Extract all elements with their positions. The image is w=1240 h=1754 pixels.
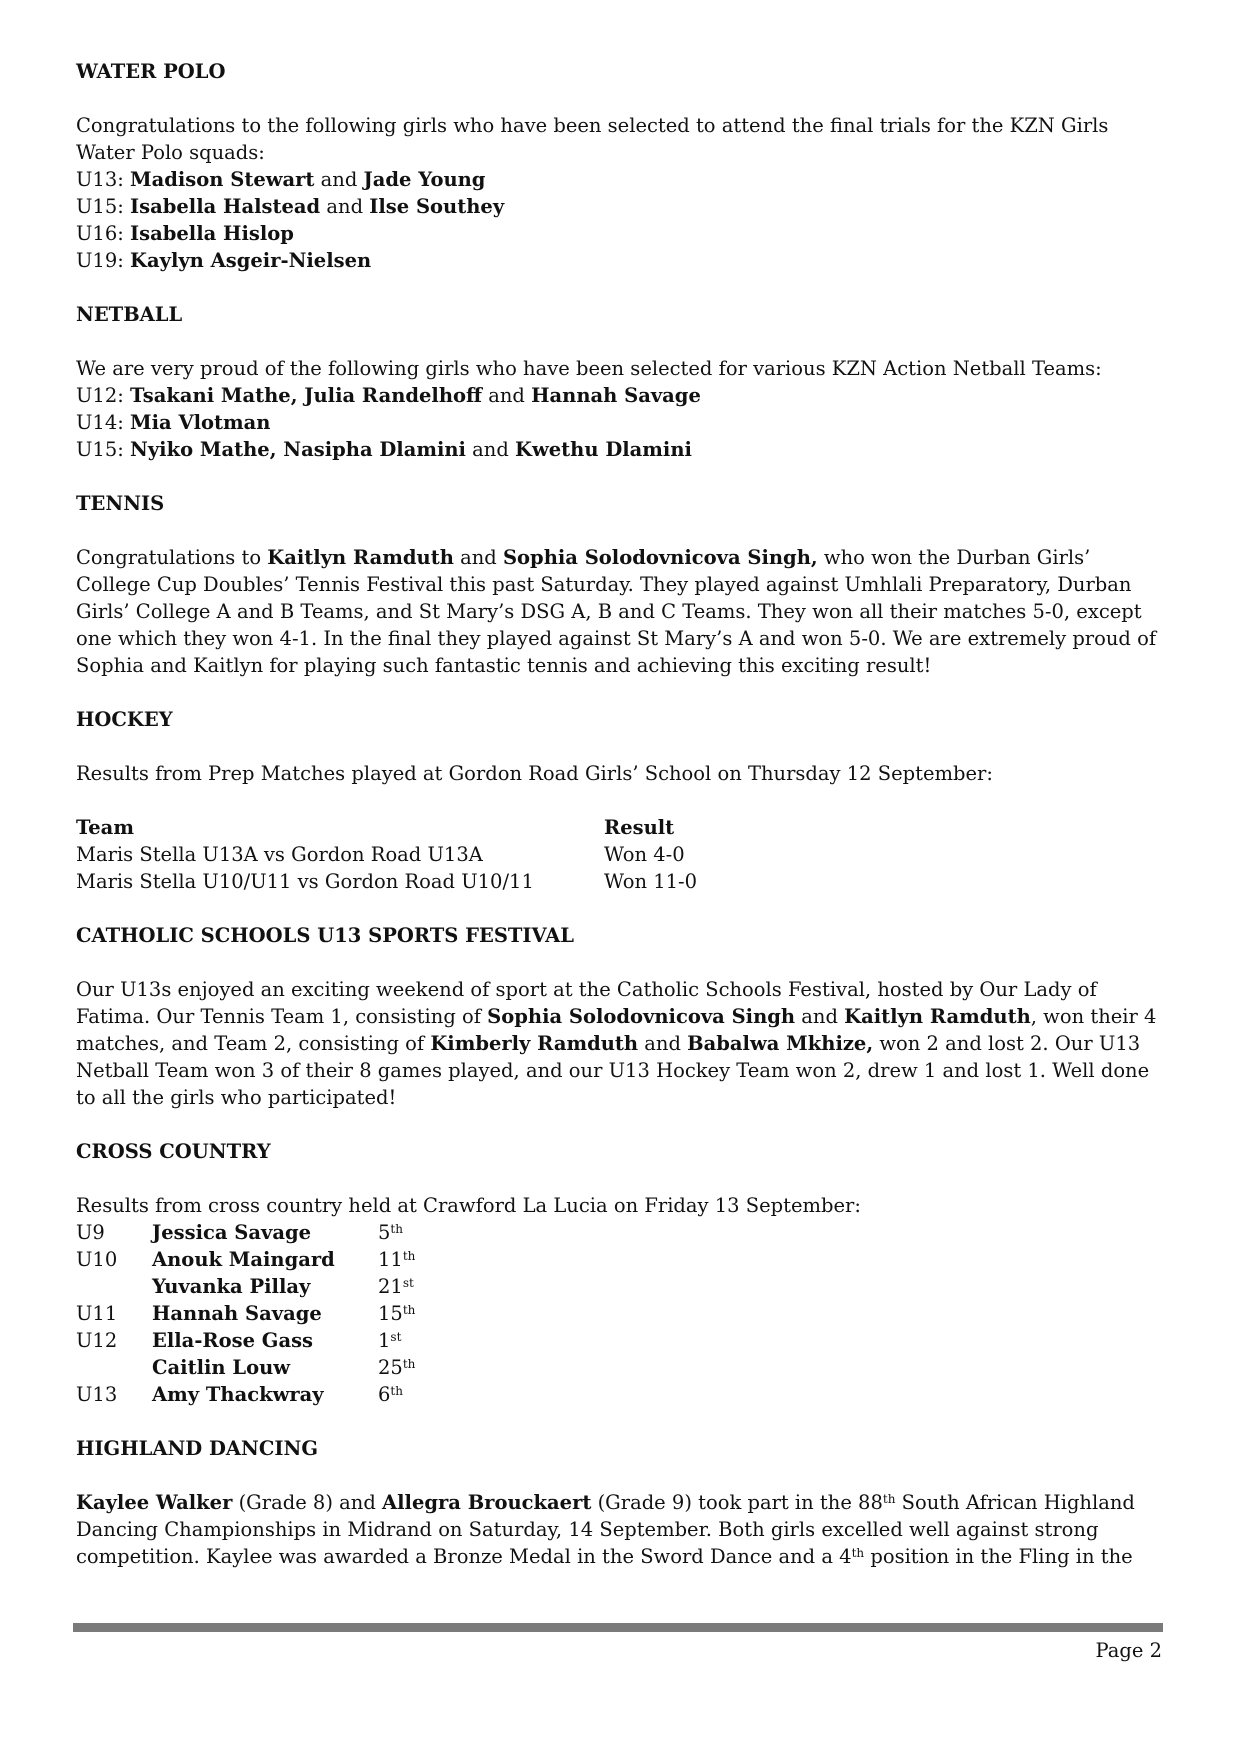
cross-country-results	[76, 1219, 415, 1408]
list-item: Yuvanka Pillay 21st	[152, 1275, 414, 1298]
cross-country-intro: Results from cross country held at Crawford La Lucia on Friday 13 September:	[76, 1194, 861, 1217]
netball-intro: We are very proud of the following girls who have been selected for various KZN Action Netball Teams:	[76, 357, 1102, 380]
netball-row: U12: Tsakani Mathe, Julia Randelhoff and Hannah Savage	[76, 384, 701, 407]
netball-row: U14: Mia Vlotman	[76, 411, 271, 434]
table-row	[76, 841, 697, 868]
list-item: U12 Ella-Rose Gass 1st	[76, 1329, 402, 1352]
list-item: U9 Jessica Savage 5th	[76, 1221, 403, 1244]
team-cell: Maris Stella U10/U11 vs Gordon Road U10/11	[76, 870, 534, 893]
result-cell: Won 4-0	[604, 843, 685, 866]
list-item: U13 Amy Thackwray 6th	[76, 1383, 403, 1406]
netball-heading: NETBALL	[76, 303, 183, 326]
tennis-paragraph: Congratulations to Kaitlyn Ramduth and Sophia Solodovnicova Singh, who won the Durban Girls’ College Cup Doubles’ Tennis Festival this past Saturday. They played against Umhlali Preparatory, Durban Girls’ College A and B Teams, and St Mary’s DSG A, B and C Teams. They won all their matches 5-0, except one which they won 4-1. In the final they played against St Mary’s A and won 5-0. We are extremely proud of Sophia and Kaitlyn for playing such fantastic tennis and achieving this exciting result!	[76, 546, 1157, 677]
water-polo-intro: Congratulations to the following girls who have been selected to attend the final trials for the KZN Girls Water Polo squads:	[76, 114, 1109, 164]
water-polo-row: U16: Isabella Hislop	[76, 222, 294, 245]
footer-divider	[73, 1623, 1163, 1632]
water-polo-row: U15: Isabella Halstead and Ilse Southey	[76, 195, 505, 218]
water-polo-row: U13: Madison Stewart and Jade Young	[76, 168, 486, 191]
list-item: Caitlin Louw 25th	[152, 1356, 416, 1379]
result-column-header: Result	[604, 816, 675, 839]
catholic-festival-heading: CATHOLIC SCHOOLS U13 SPORTS FESTIVAL	[76, 924, 575, 947]
table-row	[76, 868, 697, 895]
team-cell: Maris Stella U13A vs Gordon Road U13A	[76, 843, 483, 866]
result-cell: Won 11-0	[604, 870, 698, 893]
page-content	[76, 58, 1166, 1570]
list-item: U11 Hannah Savage 15th	[76, 1302, 416, 1325]
water-polo-row: U19: Kaylyn Asgeir-Nielsen	[76, 249, 372, 272]
cross-country-heading: CROSS COUNTRY	[76, 1140, 271, 1163]
catholic-festival-paragraph: Our U13s enjoyed an exciting weekend of sport at the Catholic Schools Festival, hosted by Our Lady of Fatima. Our Tennis Team 1, consisting of Sophia Solodovnicova Singh and Kaitlyn Ramduth, won their 4 matches, and Team 2, consisting of Kimberly Ramduth and Babalwa Mkhize, won 2 and lost 2. Our U13 Netball Team won 3 of their 8 games played, and our U13 Hockey Team won 2, drew 1 and lost 1. Well done to all the girls who participated!	[76, 978, 1157, 1109]
team-column-header: Team	[76, 816, 134, 839]
tennis-heading: TENNIS	[76, 492, 165, 515]
hockey-intro: Results from Prep Matches played at Gordon Road Girls’ School on Thursday 12 September:	[76, 762, 993, 785]
hockey-results-table	[76, 814, 697, 895]
hockey-heading: HOCKEY	[76, 708, 173, 731]
highland-dancing-heading: HIGHLAND DANCING	[76, 1437, 318, 1460]
highland-dancing-paragraph: Kaylee Walker (Grade 8) and Allegra Brouckaert (Grade 9) took part in the 88th South African Highland Dancing Championships in Midrand on Saturday, 14 September. Both girls excelled well against strong competition. Kaylee was awarded a Bronze Medal in the Sword Dance and a 4th position in the Fling in the	[76, 1491, 1135, 1568]
water-polo-heading: WATER POLO	[76, 60, 226, 83]
netball-row: U15: Nyiko Mathe, Nasipha Dlamini and Kwethu Dlamini	[76, 438, 692, 461]
list-item: U10 Anouk Maingard 11th	[76, 1248, 416, 1271]
page-number: Page 2	[1095, 1639, 1162, 1662]
